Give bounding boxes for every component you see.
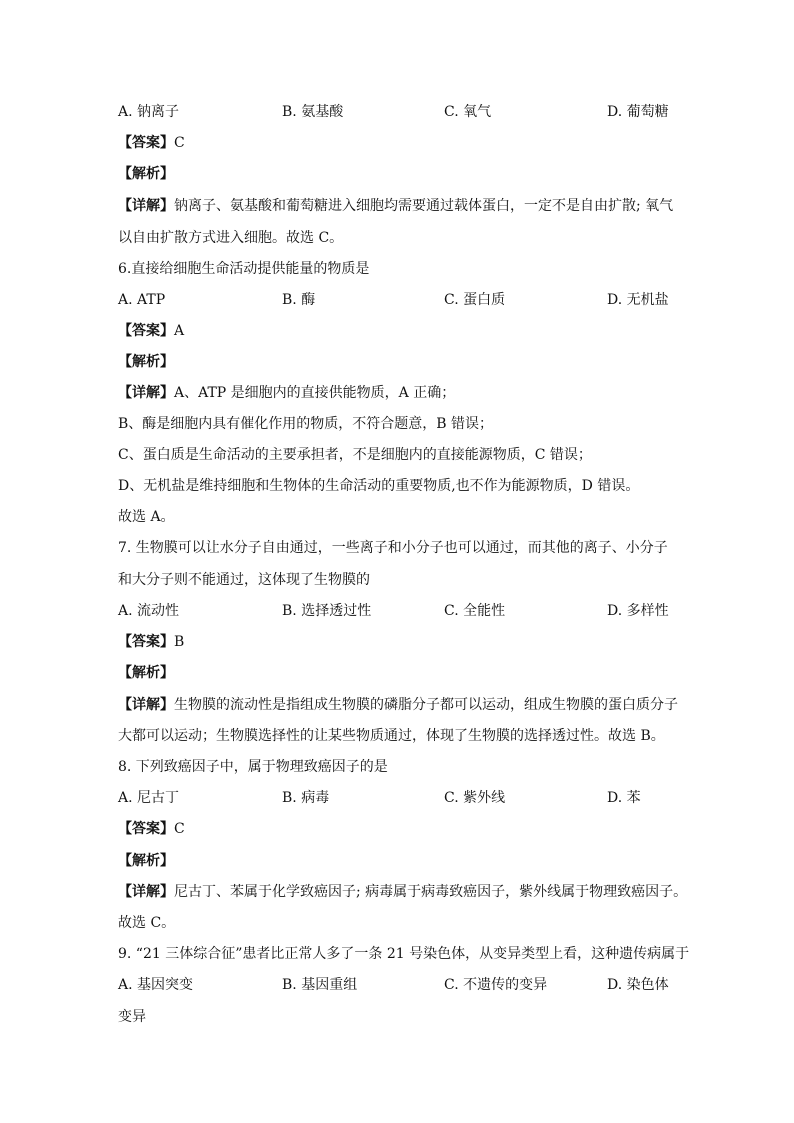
q8-option-b: B. 病毒 bbox=[282, 790, 330, 806]
q9-option-a: A. 基因突变 bbox=[118, 977, 194, 993]
q5-detail-line-2: 以自由扩散方式进入细胞。故选 C。 bbox=[118, 230, 344, 246]
q7-option-b: B. 选择透过性 bbox=[282, 603, 372, 619]
q6-detail-line-1 bbox=[118, 383, 455, 403]
detail-text: 生物膜的流动性是指组成生物膜的磷脂分子都可以运动，组成生物膜的蛋白质分子 bbox=[174, 697, 678, 713]
q9-option-d: D. 染色体 bbox=[607, 977, 669, 993]
answer-label: 【答案】 bbox=[118, 323, 174, 339]
q7-analysis-label: 【解析】 bbox=[118, 665, 174, 681]
q9-option-d-wrap: 变异 bbox=[118, 1009, 146, 1025]
q6-detail-line-3: C、蛋白质是生命活动的主要承担者，不是细胞内的直接能源物质，C 错误； bbox=[118, 447, 592, 463]
q8-answer bbox=[118, 819, 185, 839]
q8-detail-line-1 bbox=[118, 882, 687, 902]
q5-analysis-label: 【解析】 bbox=[118, 166, 174, 182]
q5-option-c: C. 氧气 bbox=[444, 104, 492, 120]
q7-option-d: D. 多样性 bbox=[607, 603, 669, 619]
q7-detail-line-2: 大都可以运动；生物膜选择性的让某些物质通过，体现了生物膜的选择透过性。故选 B。 bbox=[118, 728, 665, 744]
answer-label: 【答案】 bbox=[118, 634, 174, 650]
answer-value: B bbox=[174, 634, 185, 650]
q6-detail-line-5: 故选 A。 bbox=[118, 509, 175, 525]
q8-analysis-label: 【解析】 bbox=[118, 853, 174, 869]
q6-detail-line-2: B、酶是细胞内具有催化作用的物质，不符合题意，B 错误； bbox=[118, 416, 494, 432]
q6-analysis-label: 【解析】 bbox=[118, 354, 174, 370]
q6-answer bbox=[118, 321, 184, 341]
q5-option-b: B. 氨基酸 bbox=[282, 104, 344, 120]
q6-option-d: D. 无机盐 bbox=[607, 292, 669, 308]
answer-label: 【答案】 bbox=[118, 821, 174, 837]
q7-question-line-2: 和大分子则不能通过，这体现了生物膜的 bbox=[118, 572, 370, 588]
q9-question: 9. “21 三体综合征”患者比正常人多了一条 21 号染色体，从变异类型上看，这种遗传病属于 bbox=[118, 946, 690, 962]
q5-detail-line-1 bbox=[118, 196, 673, 216]
detail-label: 【详解】 bbox=[118, 697, 174, 713]
detail-text: A、ATP 是细胞内的直接供能物质，A 正确； bbox=[174, 385, 456, 401]
answer-value: C bbox=[174, 135, 185, 151]
q7-question-line-1: 7. 生物膜可以让水分子自由通过，一些离子和小分子也可以通过，而其他的离子、小分子 bbox=[118, 540, 668, 556]
detail-text: 尼古丁、苯属于化学致癌因子; 病毒属于病毒致癌因子，紫外线属于物理致癌因子。 bbox=[174, 884, 688, 900]
q8-detail-line-2: 故选 C。 bbox=[118, 915, 176, 931]
q6-option-b: B. 酶 bbox=[282, 292, 316, 308]
q9-option-b: B. 基因重组 bbox=[282, 977, 358, 993]
q5-option-a: A. 钠离子 bbox=[118, 104, 180, 120]
q8-option-a: A. 尼古丁 bbox=[118, 790, 180, 806]
q6-option-c: C. 蛋白质 bbox=[444, 292, 506, 308]
q9-option-c: C. 不遗传的变异 bbox=[444, 977, 548, 993]
detail-text: 钠离子、氨基酸和葡萄糖进入细胞均需要通过载体蛋白，一定不是自由扩散; 氧气 bbox=[174, 198, 674, 214]
q7-option-c: C. 全能性 bbox=[444, 603, 506, 619]
answer-value: A bbox=[174, 323, 185, 339]
q6-option-a: A. ATP bbox=[118, 292, 166, 308]
q7-detail-line-1 bbox=[118, 695, 678, 715]
q5-option-d: D. 葡萄糖 bbox=[607, 104, 669, 120]
answer-value: C bbox=[174, 821, 185, 837]
detail-label: 【详解】 bbox=[118, 198, 174, 214]
q6-question: 6.直接给细胞生命活动提供能量的物质是 bbox=[118, 261, 370, 277]
q6-detail-line-4: D、无机盐是维持细胞和生物体的生命活动的重要物质,也不作为能源物质，D 错误。 bbox=[118, 478, 640, 494]
q8-option-c: C. 紫外线 bbox=[444, 790, 506, 806]
detail-label: 【详解】 bbox=[118, 385, 174, 401]
q8-question: 8. 下列致癌因子中，属于物理致癌因子的是 bbox=[118, 759, 388, 775]
q5-answer bbox=[118, 133, 185, 153]
answer-label: 【答案】 bbox=[118, 135, 174, 151]
q8-option-d: D. 苯 bbox=[607, 790, 641, 806]
detail-label: 【详解】 bbox=[118, 884, 174, 900]
q7-answer bbox=[118, 632, 184, 652]
q7-option-a: A. 流动性 bbox=[118, 603, 180, 619]
